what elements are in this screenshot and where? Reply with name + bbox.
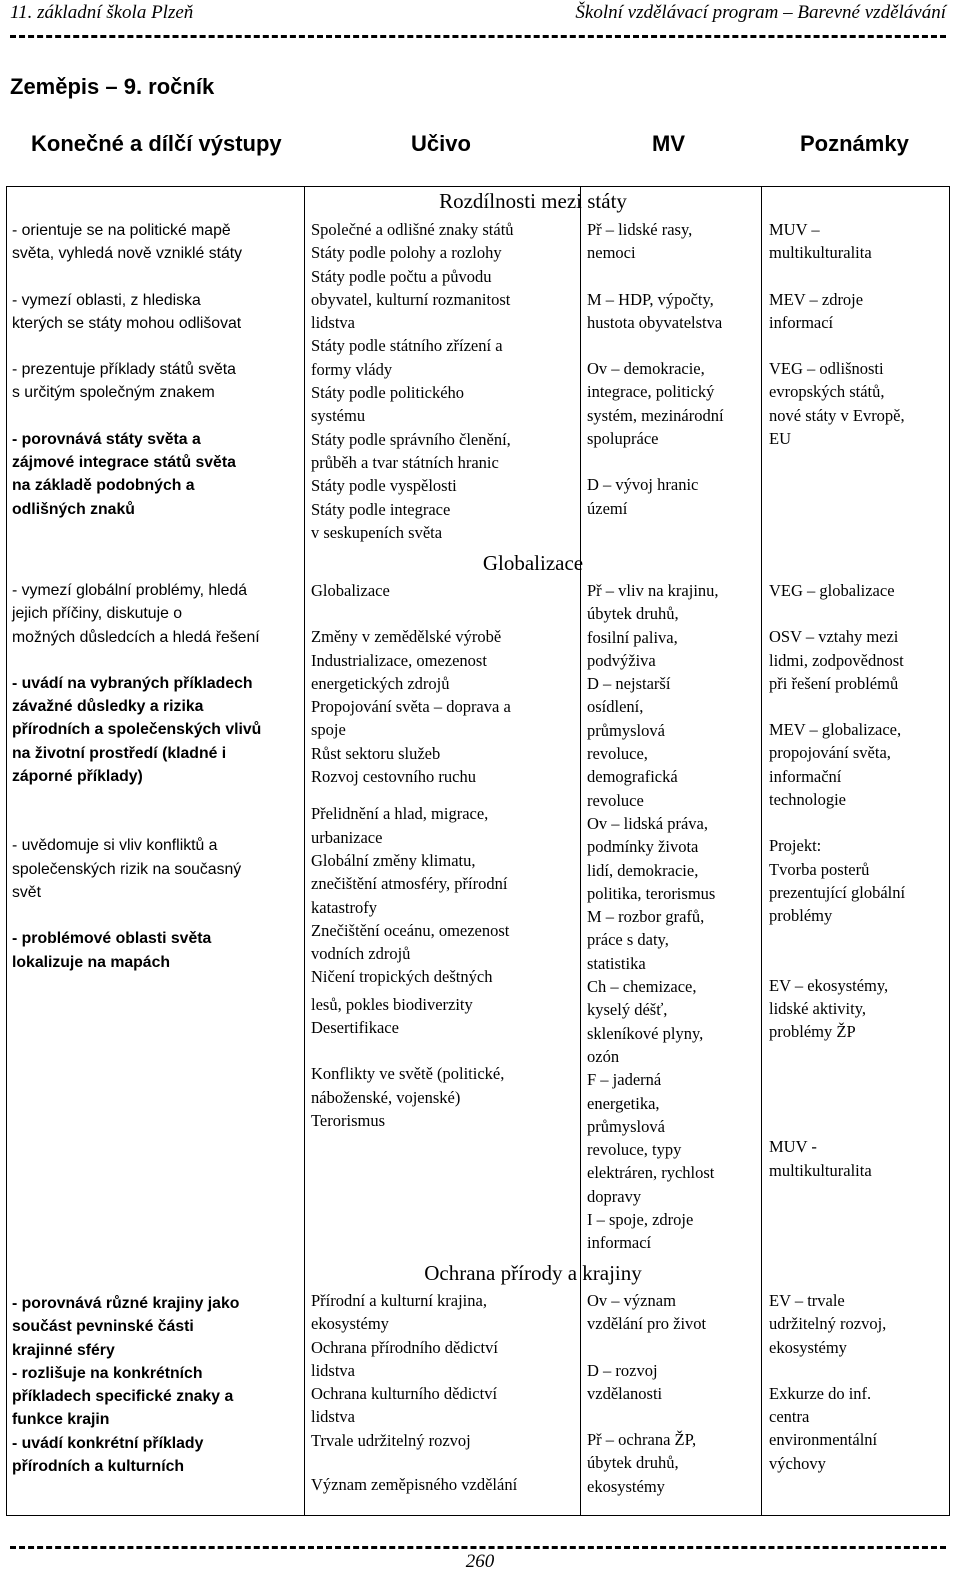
section-title-globalization: Globalizace xyxy=(482,551,584,575)
subject-title: Zeměpis – 9. ročník xyxy=(10,74,215,99)
column-divider xyxy=(304,187,305,1515)
program-name: Školní vzdělávací program – Barevné vzdělávání xyxy=(575,2,946,23)
mv-globalization xyxy=(587,579,759,1255)
content-text: lesů, pokles biodiverzity Desertifikace xyxy=(311,994,473,1038)
section-title-nature-protection: Ochrana přírody a krajiny xyxy=(424,1261,642,1285)
note-item: EV – trvale udržitelný rozvoj, ekosystémy xyxy=(769,1291,887,1357)
mv-item: D – rozvoj vzdělanosti xyxy=(587,1360,663,1403)
content-nature-protection xyxy=(311,1289,579,1496)
outcome-item: - uvádí na vybraných příkladech závažné důsledky a rizika přírodních a společenských vlivů na životní prostředí (kladné i záporné příklady) xyxy=(12,674,262,786)
outcome-item: - porovnává státy světa a zájmové integrace států světa na základě podobných a odlišných znaků xyxy=(12,430,236,518)
outcome-item: - vymezí globální problémy, hledá jejich příčiny, diskutuje o možných důsledcích a hledá řešení xyxy=(12,582,260,646)
mv-item: Ov – význam vzdělání pro život xyxy=(587,1291,707,1334)
note-item: MUV – multikulturalita xyxy=(769,220,872,263)
mv-item: M – HDP, výpočty, hustota obyvatelstva xyxy=(587,289,723,332)
outcome-item: - uvědomuje si vliv konfliktů a společenských rizik na současný svět xyxy=(12,837,242,901)
outcome-item: - problémové oblasti světa lokalizuje na mapách xyxy=(12,930,212,971)
outcomes-globalization xyxy=(12,579,302,974)
outcomes-differences xyxy=(12,219,302,521)
column-header-notes: Poznámky xyxy=(800,131,909,156)
mv-item: Př – lidské rasy, nemoci xyxy=(587,220,693,263)
column-header-mv: MV xyxy=(652,131,685,156)
mv-nature-protection xyxy=(587,1289,759,1498)
content-text: Konflikty ve světě (politické, náboženské, vojenské) Terorismus xyxy=(311,1064,505,1130)
column-header-outcomes: Konečné a dílčí výstupy xyxy=(31,131,282,156)
content-text: Globalizace xyxy=(311,581,390,600)
content-text: Přírodní a kulturní krajina, ekosystémy Ochrana přírodního dědictví lidstva Ochrana kulturního dědictví lidstva Trvale udržitelný rozvoj xyxy=(311,1291,498,1450)
note-item: VEG – globalizace xyxy=(769,581,895,600)
outcome-item: - vymezí oblasti, z hlediska kterých se státy mohou odlišovat xyxy=(12,291,242,332)
header-divider xyxy=(10,35,946,44)
mv-item: Př – ochrana ŽP, úbytek druhů, ekosystémy xyxy=(587,1430,697,1496)
note-item: OSV – vztahy mezi lidmi, zodpovědnost při řešení problémů xyxy=(769,627,904,693)
mv-text: Př – vliv na krajinu, úbytek druhů, fosilní paliva, podvýživa D – nejstarší osídlení, průmyslová revoluce, demografická revoluce Ov – lidská práva, podmínky života lidí, demokracie, politika, terorismus M – rozbor grafů, práce s daty, statistika Ch – chemizace, kyselý déšť, skleníkové plyny, ozón F – jaderná energetika, průmyslová revoluce, typy elektráren, rychlost dopravy I – spoje, zdroje informací xyxy=(587,581,719,1253)
note-item: Exkurze do inf. centra environmentální výchovy xyxy=(769,1383,878,1473)
outcome-item: - prezentuje příklady států světa s určitým společným znakem xyxy=(12,361,236,402)
note-item: MEV – zdroje informací xyxy=(769,289,864,332)
mv-item: D – vývoj hranic území xyxy=(587,475,699,518)
notes-globalization xyxy=(769,579,949,1182)
note-item: VEG – odlišnosti evropských států, nové státy v Evropě, EU xyxy=(769,359,905,449)
content-text: Význam zeměpisného vzdělání xyxy=(311,1475,518,1495)
column-header-content: Učivo xyxy=(411,131,471,156)
note-item: Projekt: Tvorba posterů prezentující globální problémy xyxy=(769,836,906,926)
column-divider xyxy=(580,187,581,1515)
content-text: Přelidnění a hlad, migrace, urbanizace Globální změny klimatu, znečištění atmosféry, přírodní katastrofy Znečištění oceánu, omezenost vodních zdrojů Ničení tropických deštných xyxy=(311,804,510,987)
notes-differences xyxy=(769,218,949,450)
content-differences xyxy=(311,218,579,544)
mv-item: Ov – demokracie, integrace, politický systém, mezinárodní spolupráce xyxy=(587,359,724,449)
curriculum-table xyxy=(6,186,950,1516)
notes-nature-protection xyxy=(769,1289,949,1475)
page-number: 260 xyxy=(465,1551,495,1572)
content-text: Společné a odlišné znaky států Státy podle polohy a rozlohy Státy podle počtu a původu obyvatel, kulturní rozmanitost lidstva Státy podle státního zřízení a formy vlády Státy podle politického systému Státy podle správního členění, průběh a tvar státních hranic Státy podle vyspělosti Státy podle integrace v seskupeních světa xyxy=(311,220,514,542)
outcome-item: - orientuje se na politické mapě světa, vyhledá nově vzniklé státy xyxy=(12,222,243,263)
content-text: Změny v zemědělské výrobě Industrializace, omezenost energetických zdrojů Propojování světa – doprava a spoje Růst sektoru služeb Rozvoj cestovního ruchu xyxy=(311,627,511,787)
mv-differences xyxy=(587,218,759,520)
outcome-item: - porovnává různé krajiny jako součást pevninské části krajinné sféry - rozlišuje na konkrétních příkladech specifické znaky a funkce krajin - uvádí konkrétní příklady přírodních a kulturních xyxy=(12,1295,240,1476)
column-divider xyxy=(761,187,762,1515)
note-item: MUV - multikulturalita xyxy=(769,1137,872,1180)
note-item: EV – ekosystémy, lidské aktivity, problémy ŽP xyxy=(769,975,889,1042)
school-name: 11. základní škola Plzeň xyxy=(10,2,194,23)
content-globalization xyxy=(311,579,579,1132)
page-header xyxy=(10,2,946,28)
outcomes-nature-protection xyxy=(12,1292,302,1478)
note-item: MEV – globalizace, propojování světa, informační technologie xyxy=(769,720,902,810)
section-title-differences: Rozdílnosti mezi státy xyxy=(439,189,627,213)
